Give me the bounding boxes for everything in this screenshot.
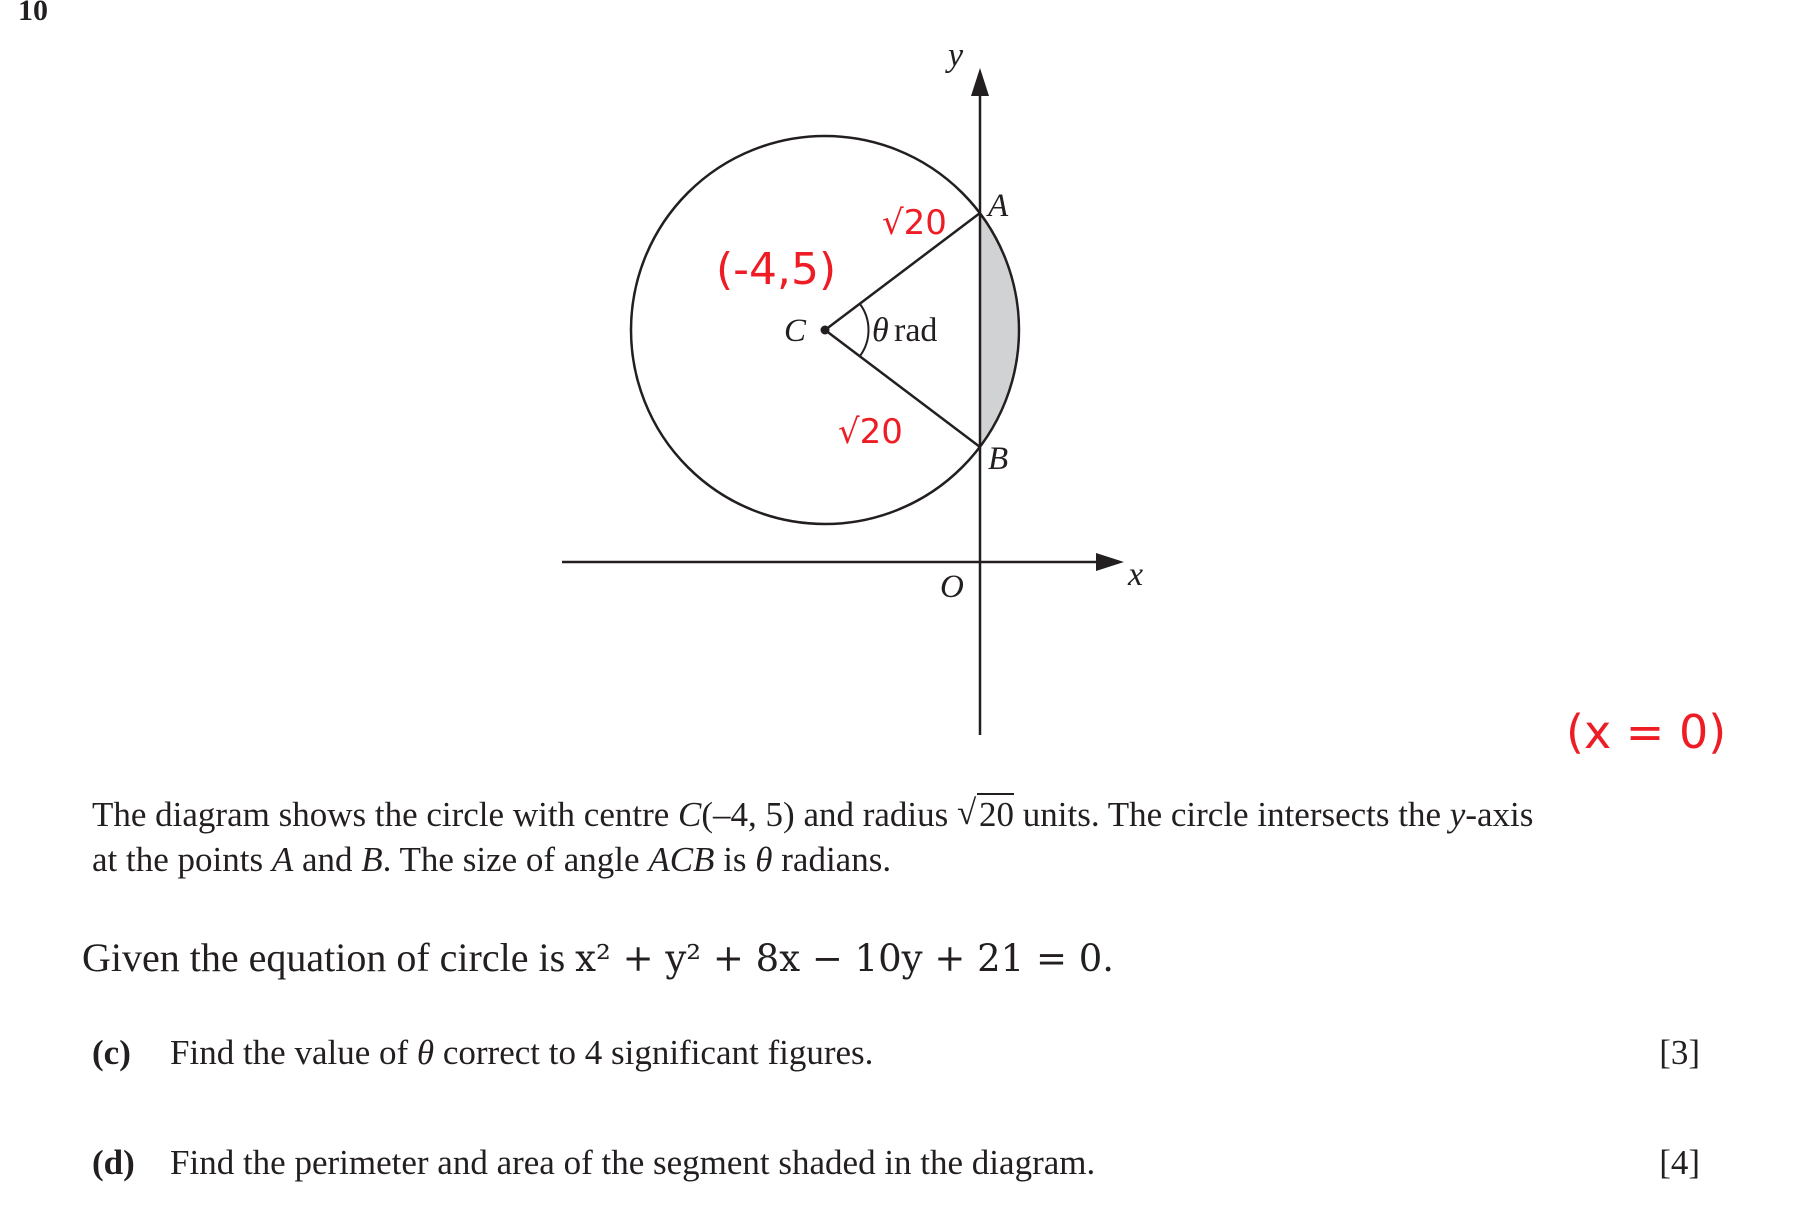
given-prefix: Given the equation of circle is [82, 935, 576, 980]
x-axis-label: x [1128, 556, 1144, 593]
circle-equation: x² + y² + 8x − 10y + 21 = 0. [575, 937, 1115, 980]
handwritten-radius-ca: √20 [882, 203, 947, 243]
part-c-theta: θ [416, 1033, 435, 1072]
part-c-marks: [3] [1659, 1033, 1700, 1072]
part-c-label: (c) [92, 1033, 131, 1072]
intro-paragraph [92, 792, 1712, 882]
centre-point [821, 326, 830, 335]
intro-coords: (–4, 5) [701, 795, 795, 834]
intro-text: is [714, 840, 756, 879]
question-number: 10 [18, 0, 48, 27]
part-d-label: (d) [92, 1143, 135, 1182]
intro-centre: C [678, 795, 702, 834]
handwritten-radius-cb: √20 [838, 412, 903, 452]
part-c-text: correct to 4 significant figures. [434, 1033, 874, 1072]
point-b-label: B [988, 441, 1009, 477]
radical-sign: √ [957, 793, 977, 832]
intro-y: y [1449, 795, 1466, 834]
intro-text: -axis [1465, 795, 1534, 834]
part-d-marks: [4] [1659, 1143, 1700, 1182]
y-axis-arrow [971, 68, 989, 96]
y-axis-label: y [948, 37, 964, 74]
intro-text: radians. [772, 840, 892, 879]
intro-text: at the points [92, 840, 272, 879]
part-c [92, 1033, 1700, 1073]
intro-text: units. The circle intersects the [1014, 795, 1450, 834]
intro-text: and radius [794, 795, 958, 834]
given-equation-line [82, 934, 1114, 981]
x-axis-arrow [1096, 553, 1124, 571]
intro-text: The diagram shows the circle with centre [92, 795, 679, 834]
handwritten-x-equals: (x = 0) [1566, 705, 1727, 759]
centre-label: C [784, 313, 807, 349]
angle-unit: rad [894, 312, 938, 349]
angle-arc [860, 304, 869, 356]
intro-b: B [361, 840, 383, 879]
part-d-text: Find the perimeter and area of the segment shaded in the diagram. [170, 1143, 1096, 1182]
intro-theta: θ [755, 840, 773, 879]
radius-sqrt [957, 792, 1014, 837]
angle-symbol: θ [872, 312, 889, 349]
handwritten-centre-coords: (-4,5) [716, 244, 837, 295]
intro-text: . The size of angle [382, 840, 649, 879]
part-c-text: Find the value of [170, 1033, 417, 1072]
point-a-label: A [988, 188, 1009, 224]
part-d [92, 1143, 1700, 1183]
intro-acb: ACB [648, 840, 715, 879]
intro-text: and [293, 840, 362, 879]
origin-label: O [940, 569, 964, 605]
radicand: 20 [979, 795, 1015, 834]
intro-a: A [271, 840, 294, 879]
